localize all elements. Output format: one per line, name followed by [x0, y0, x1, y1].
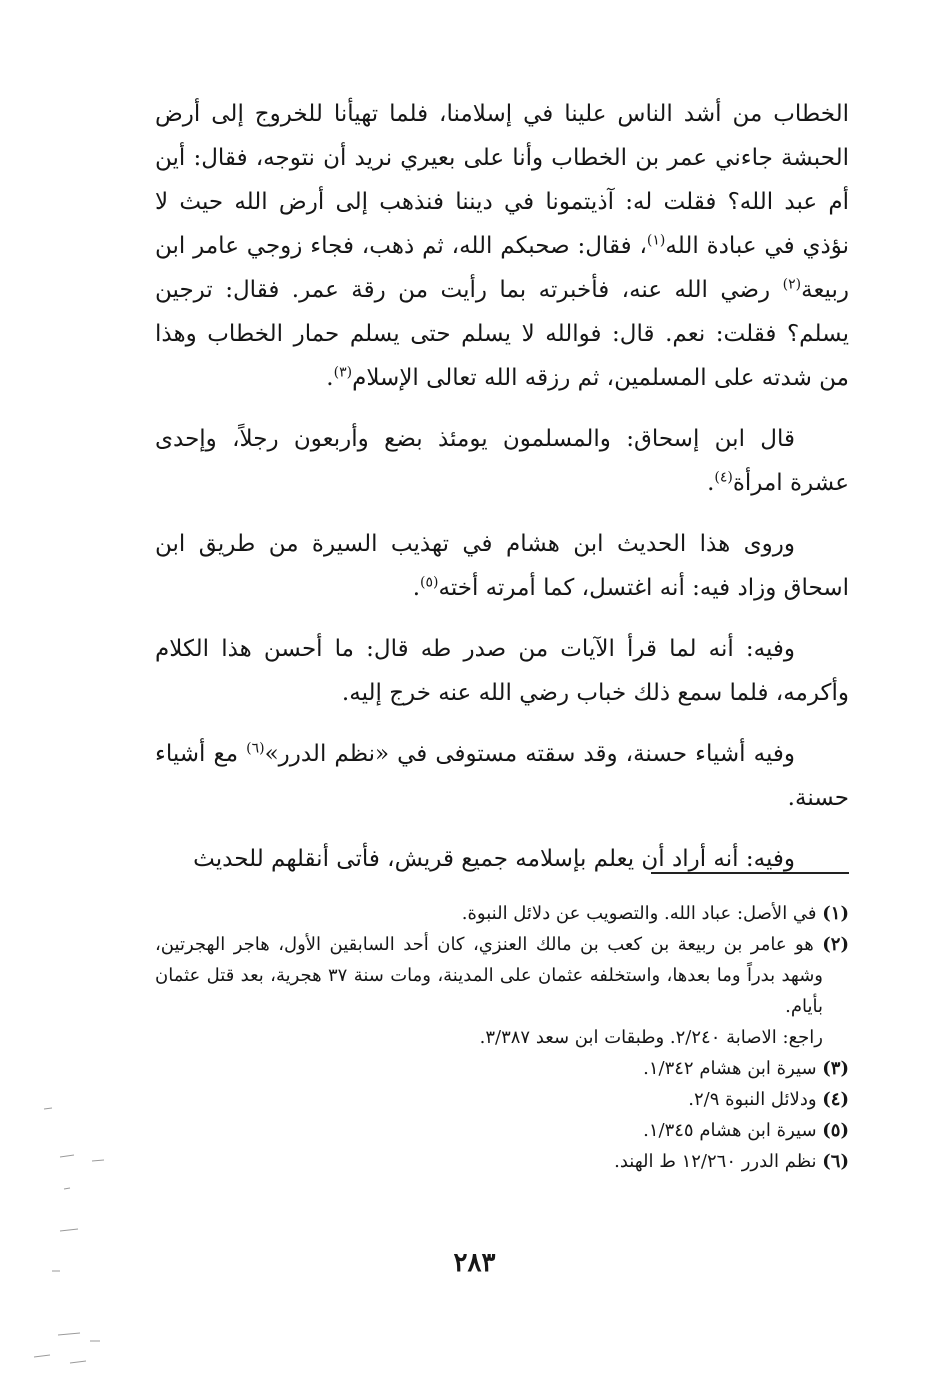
footnote-text: هو عامر بن ربيعة بن كعب بن مالك العنزي، كان أحد السابقين الأول، هاجر الهجرتين، وشهد بدراً وما بعدها، واستخلفه عثمان على المدينة، ومات سنة ٣٧ هجرية، بعد قتل عثمان بأيام. — [155, 934, 823, 1017]
footnote-mark: (١) — [822, 903, 849, 924]
text-run: وروى هذا الحديث ابن هشام في تهذيب السيرة من طريق ابن اسحاق وزاد فيه: أنه اغتسل، كما أمرته أخته — [155, 531, 849, 601]
footnote-mark: (٦) — [822, 1151, 849, 1172]
footnote-2 — [155, 929, 849, 1022]
footnotes — [155, 898, 849, 1177]
paragraph-4 — [155, 627, 849, 715]
text-run: وفيه: أنه لما قرأ الآيات من صدر طه قال: ما أحسن هذا الكلام وأكرمه، فلما سمع ذلك خباب رضي الله عنه خرج إليه. — [155, 636, 849, 706]
footnote-text: نظم الدرر ١٢/٢٦٠ ط الهند. — [614, 1151, 817, 1172]
paragraph-5 — [155, 732, 849, 820]
footnote-ref: (٥) — [420, 574, 439, 591]
footnote-2-reference: راجع: الاصابة ٢/٢٤٠. وطبقات ابن سعد ٣/٣٨٧. — [479, 1027, 823, 1048]
text-run: مع أشياء حسنة. — [155, 741, 849, 811]
footnote-ref: (٢) — [782, 276, 802, 293]
text-run: ، فقال: صحبكم الله، ثم ذهب، فجاء زوجي عامر ابن ربيعة — [155, 233, 849, 303]
paragraph-6 — [155, 837, 849, 881]
paragraph-3 — [155, 522, 849, 610]
text-run: . — [326, 365, 334, 391]
text-run: . — [707, 470, 715, 496]
text-run: وفيه: أنه أراد أن يعلم بإسلامه جميع قريش، فأتى أنقلهم للحديث — [193, 846, 795, 872]
footnote-ref: (٤) — [714, 469, 733, 486]
paragraph-1 — [155, 92, 849, 400]
footnote-3 — [155, 1053, 849, 1084]
footnote-text: سيرة ابن هشام ١/٣٤٥. — [643, 1120, 817, 1141]
text-run: وفيه أشياء حسنة، وقد سقته مستوفى في «نظم الدرر» — [264, 741, 796, 767]
footnote-1 — [155, 898, 849, 929]
text-run: قال ابن إسحاق: والمسلمون يومئذ بضع وأربعون رجلاً، وإحدى عشرة امرأة — [155, 426, 849, 496]
footnote-divider — [651, 872, 849, 874]
scan-specks — [30, 1095, 130, 1385]
footnote-mark: (٢) — [822, 934, 849, 955]
footnote-ref: (١) — [646, 232, 666, 249]
text-run: رضي الله عنه، فأخبرته بما رأيت من رقة عمر. فقال: ترجين يسلم؟ فقلت: نعم. قال: فوالله لا يسلم حتى يسلم حمار الخطاب وهذا من شدته على المسلمين، ثم رزقه الله تعالى الإسلام — [155, 277, 849, 391]
text-run: . — [412, 575, 421, 601]
footnote-mark: (٣) — [822, 1058, 849, 1079]
footnote-6 — [155, 1146, 849, 1177]
footnote-ref: (٦) — [246, 740, 265, 757]
text-run: الخطاب من أشد الناس علينا في إسلامنا، فلما تهيأنا للخروج إلى أرض الحبشة جاءني عمر بن الخطاب وأنا على بعيري نريد أن نتوجه، فقال: أين أم عبد الله؟ فقلت له: آذيتمونا في ديننا فنذهب إلى أرض الله حيث لا نؤذي في عبادة الله — [155, 101, 850, 259]
paragraph-2 — [155, 417, 849, 505]
footnote-mark: (٤) — [822, 1089, 849, 1110]
footnote-5 — [155, 1115, 849, 1146]
footnote-text: سيرة ابن هشام ١/٣٤٢. — [643, 1058, 817, 1079]
footnote-text: ودلائل النبوة ٢/٩. — [688, 1089, 817, 1110]
main-text — [155, 92, 849, 898]
footnote-text: في الأصل: عباد الله. والتصويب عن دلائل النبوة. — [461, 903, 817, 924]
footnote-4 — [155, 1084, 849, 1115]
page-number: ٢٨٣ — [453, 1248, 496, 1278]
footnote-mark: (٥) — [822, 1120, 849, 1141]
footnote-ref: (٣) — [333, 364, 353, 381]
